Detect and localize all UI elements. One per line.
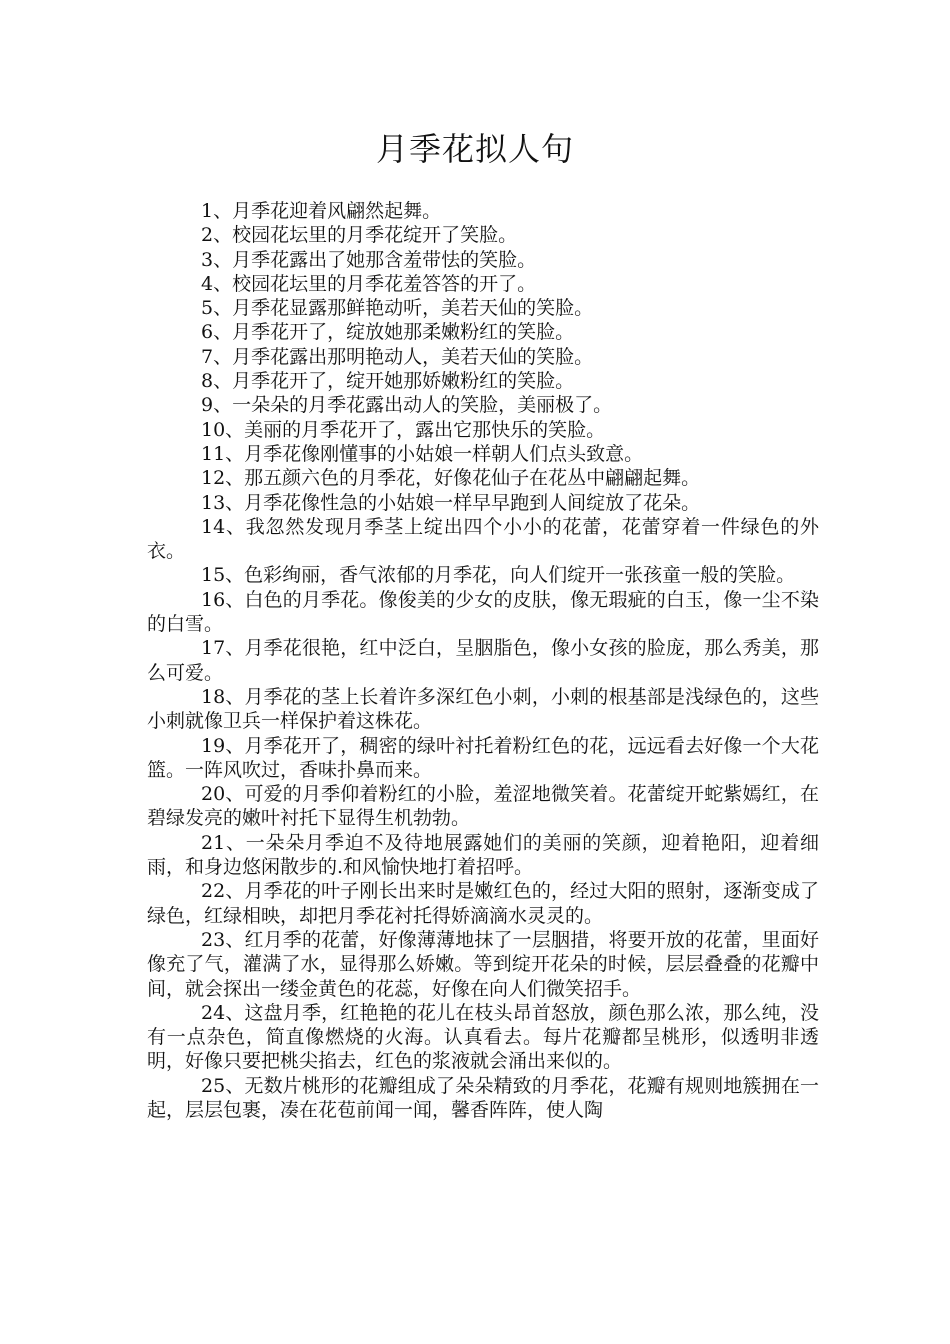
paragraph-12: 12、那五颜六色的月季花，好像花仙子在花丛中翩翩起舞。 xyxy=(201,467,701,490)
paragraph-18: 18、月季花的茎上长着许多深红色小刺，小刺的根基部是浅绿色的，这些小刺就像卫兵一样保护着这株花。 xyxy=(147,685,819,733)
paragraph-9: 9、一朵朵的月季花露出动人的笑脸，美丽极了。 xyxy=(201,394,613,417)
paragraph-11: 11、月季花像刚懂事的小姑娘一样朝人们点头致意。 xyxy=(201,442,644,465)
paragraph-6: 6、月季花开了，绽放她那柔嫩粉红的笑脸。 xyxy=(201,321,575,344)
paragraph-13: 13、月季花像性急的小姑娘一样早早跑到人间绽放了花朵。 xyxy=(201,491,701,514)
document-body xyxy=(147,199,819,1122)
paragraph-24: 24、这盘月季，红艳艳的花儿在枝头昂首怒放，颜色那么浓，那么纯，没有一点杂色，简直像燃烧的火海。认真看去。每片花瓣都呈桃形，似透明非透明，好像只要把桃尖掐去，红色的浆液就会涌出来似的。 xyxy=(147,1001,819,1073)
paragraph-15: 15、色彩绚丽，香气浓郁的月季花，向人们绽开一张孩童一般的笑脸。 xyxy=(201,564,796,587)
paragraph-10: 10、美丽的月季花开了，露出它那快乐的笑脸。 xyxy=(201,418,606,441)
paragraph-16: 16、白色的月季花。像俊美的少女的皮肤，像无瑕疵的白玉，像一尘不染的白雪。 xyxy=(147,588,819,636)
paragraph-3: 3、月季花露出了她那含羞带怯的笑脸。 xyxy=(201,248,537,271)
paragraph-14: 14、我忽然发现月季茎上绽出四个小小的花蕾，花蕾穿着一件绿色的外衣。 xyxy=(147,515,819,563)
paragraph-8: 8、月季花开了，绽开她那娇嫩粉红的笑脸。 xyxy=(201,370,575,393)
paragraph-20: 20、可爱的月季仰着粉红的小脸，羞涩地微笑着。花蕾绽开蛇紫嫣红，在碧绿发亮的嫩叶衬托下显得生机勃勃。 xyxy=(147,783,819,830)
paragraph-5: 5、月季花显露那鲜艳动听，美若天仙的笑脸。 xyxy=(201,297,594,320)
paragraph-7: 7、月季花露出那明艳动人，美若天仙的笑脸。 xyxy=(201,345,594,368)
paragraph-22: 22、月季花的叶子刚长出来时是嫩红色的，经过大阳的照射，逐渐变成了绿色，红绿相映，却把月季花衬托得娇滴滴水灵灵的。 xyxy=(147,880,819,927)
paragraph-19: 19、月季花开了，稠密的绿叶衬托着粉红色的花，远远看去好像一个大花篮。一阵风吹过，香味扑鼻而来。 xyxy=(147,734,819,781)
paragraph-2: 2、校园花坛里的月季花绽开了笑脸。 xyxy=(201,224,518,247)
paragraph-17: 17、月季花很艳，红中泛白，呈胭脂色，像小女孩的脸庞，那么秀美，那么可爱。 xyxy=(147,637,819,684)
paragraph-25: 25、无数片桃形的花瓣组成了朵朵精致的月季花，花瓣有规则地簇拥在一起，层层包裹，凑在花苞前闻一闻，馨香阵阵，使人陶 xyxy=(147,1074,819,1121)
paragraph-23: 23、红月季的花蕾，好像薄薄地抹了一层胭措，将要开放的花蕾，里面好像充了气，灌满了水，显得那么娇嫩。等到绽开花朵的时候，层层叠叠的花瓣中间，就会探出一缕金黄色的花蕊，好像在向人们微笑招手。 xyxy=(147,928,819,1000)
paragraph-21: 21、一朵朵月季迫不及待地展露她们的美丽的笑颜，迎着艳阳，迎着细雨，和身边悠闲散步的.和风愉快地打着招呼。 xyxy=(147,831,819,879)
paragraph-1: 1、月季花迎着风翩然起舞。 xyxy=(201,200,442,222)
document-title: 月季花拟人句 xyxy=(375,130,574,168)
paragraph-4: 4、校园花坛里的月季花羞答答的开了。 xyxy=(201,272,537,295)
